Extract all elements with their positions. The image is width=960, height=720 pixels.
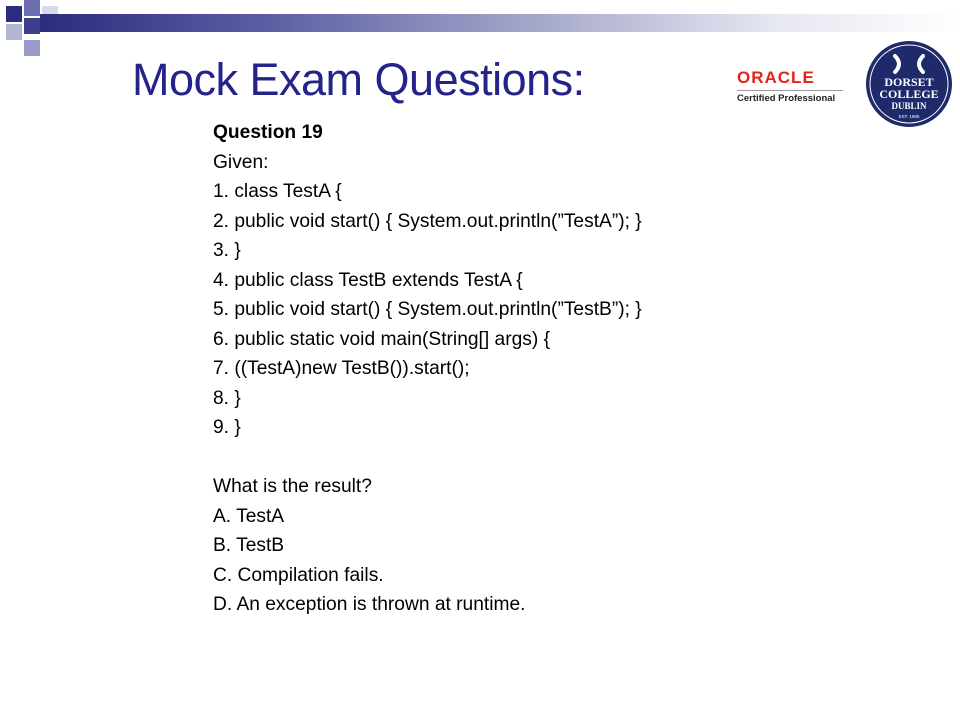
question-body: [213, 118, 933, 620]
code-line: 4. public class TestB extends TestA {: [213, 269, 523, 291]
spacer: [213, 443, 933, 473]
answer-option-a: A. TestA: [213, 505, 285, 527]
seal-est-text: EST. 1985: [898, 114, 920, 119]
square-decoration: [6, 6, 22, 22]
square-decoration: [24, 18, 40, 34]
code-line: 2. public void start() { System.out.println(”TestA”); }: [213, 210, 642, 232]
code-line: 6. public static void main(String[] args) {: [213, 328, 550, 350]
dorset-college-seal-logo: [865, 40, 953, 128]
seal-text-line2: COLLEGE: [879, 87, 939, 101]
oracle-certification-text: Certified Professional: [737, 93, 836, 104]
given-label: Given:: [213, 151, 269, 173]
code-line: 5. public void start() { System.out.println(”TestB”); }: [213, 299, 642, 320]
square-decoration: [24, 40, 40, 56]
code-line: 1. class TestA {: [213, 181, 342, 202]
slide-title: Mock Exam Questions:: [132, 54, 585, 105]
code-line: 9. }: [213, 417, 241, 438]
square-decoration: [6, 24, 22, 40]
oracle-certified-logo: [737, 68, 849, 108]
logo-divider: [737, 90, 843, 91]
question-prompt: What is the result?: [213, 476, 372, 497]
seal-text-line3: DUBLIN: [891, 101, 927, 111]
code-line: 3. }: [213, 240, 241, 261]
answer-option-c: C. Compilation fails.: [213, 564, 384, 586]
question-heading: Question 19: [213, 122, 323, 143]
code-line: 8. }: [213, 387, 241, 409]
oracle-brand-text: ORACLE: [737, 68, 815, 87]
header-gradient-band: [40, 14, 960, 32]
square-decoration: [24, 0, 40, 16]
code-line: 7. ((TestA)new TestB()).start();: [213, 358, 470, 379]
corner-squares-decoration: [0, 0, 90, 70]
answer-option-b: B. TestB: [213, 535, 285, 556]
answer-option-d: D. An exception is thrown at runtime.: [213, 594, 526, 615]
seal-text-line1: DORSET: [884, 75, 934, 89]
